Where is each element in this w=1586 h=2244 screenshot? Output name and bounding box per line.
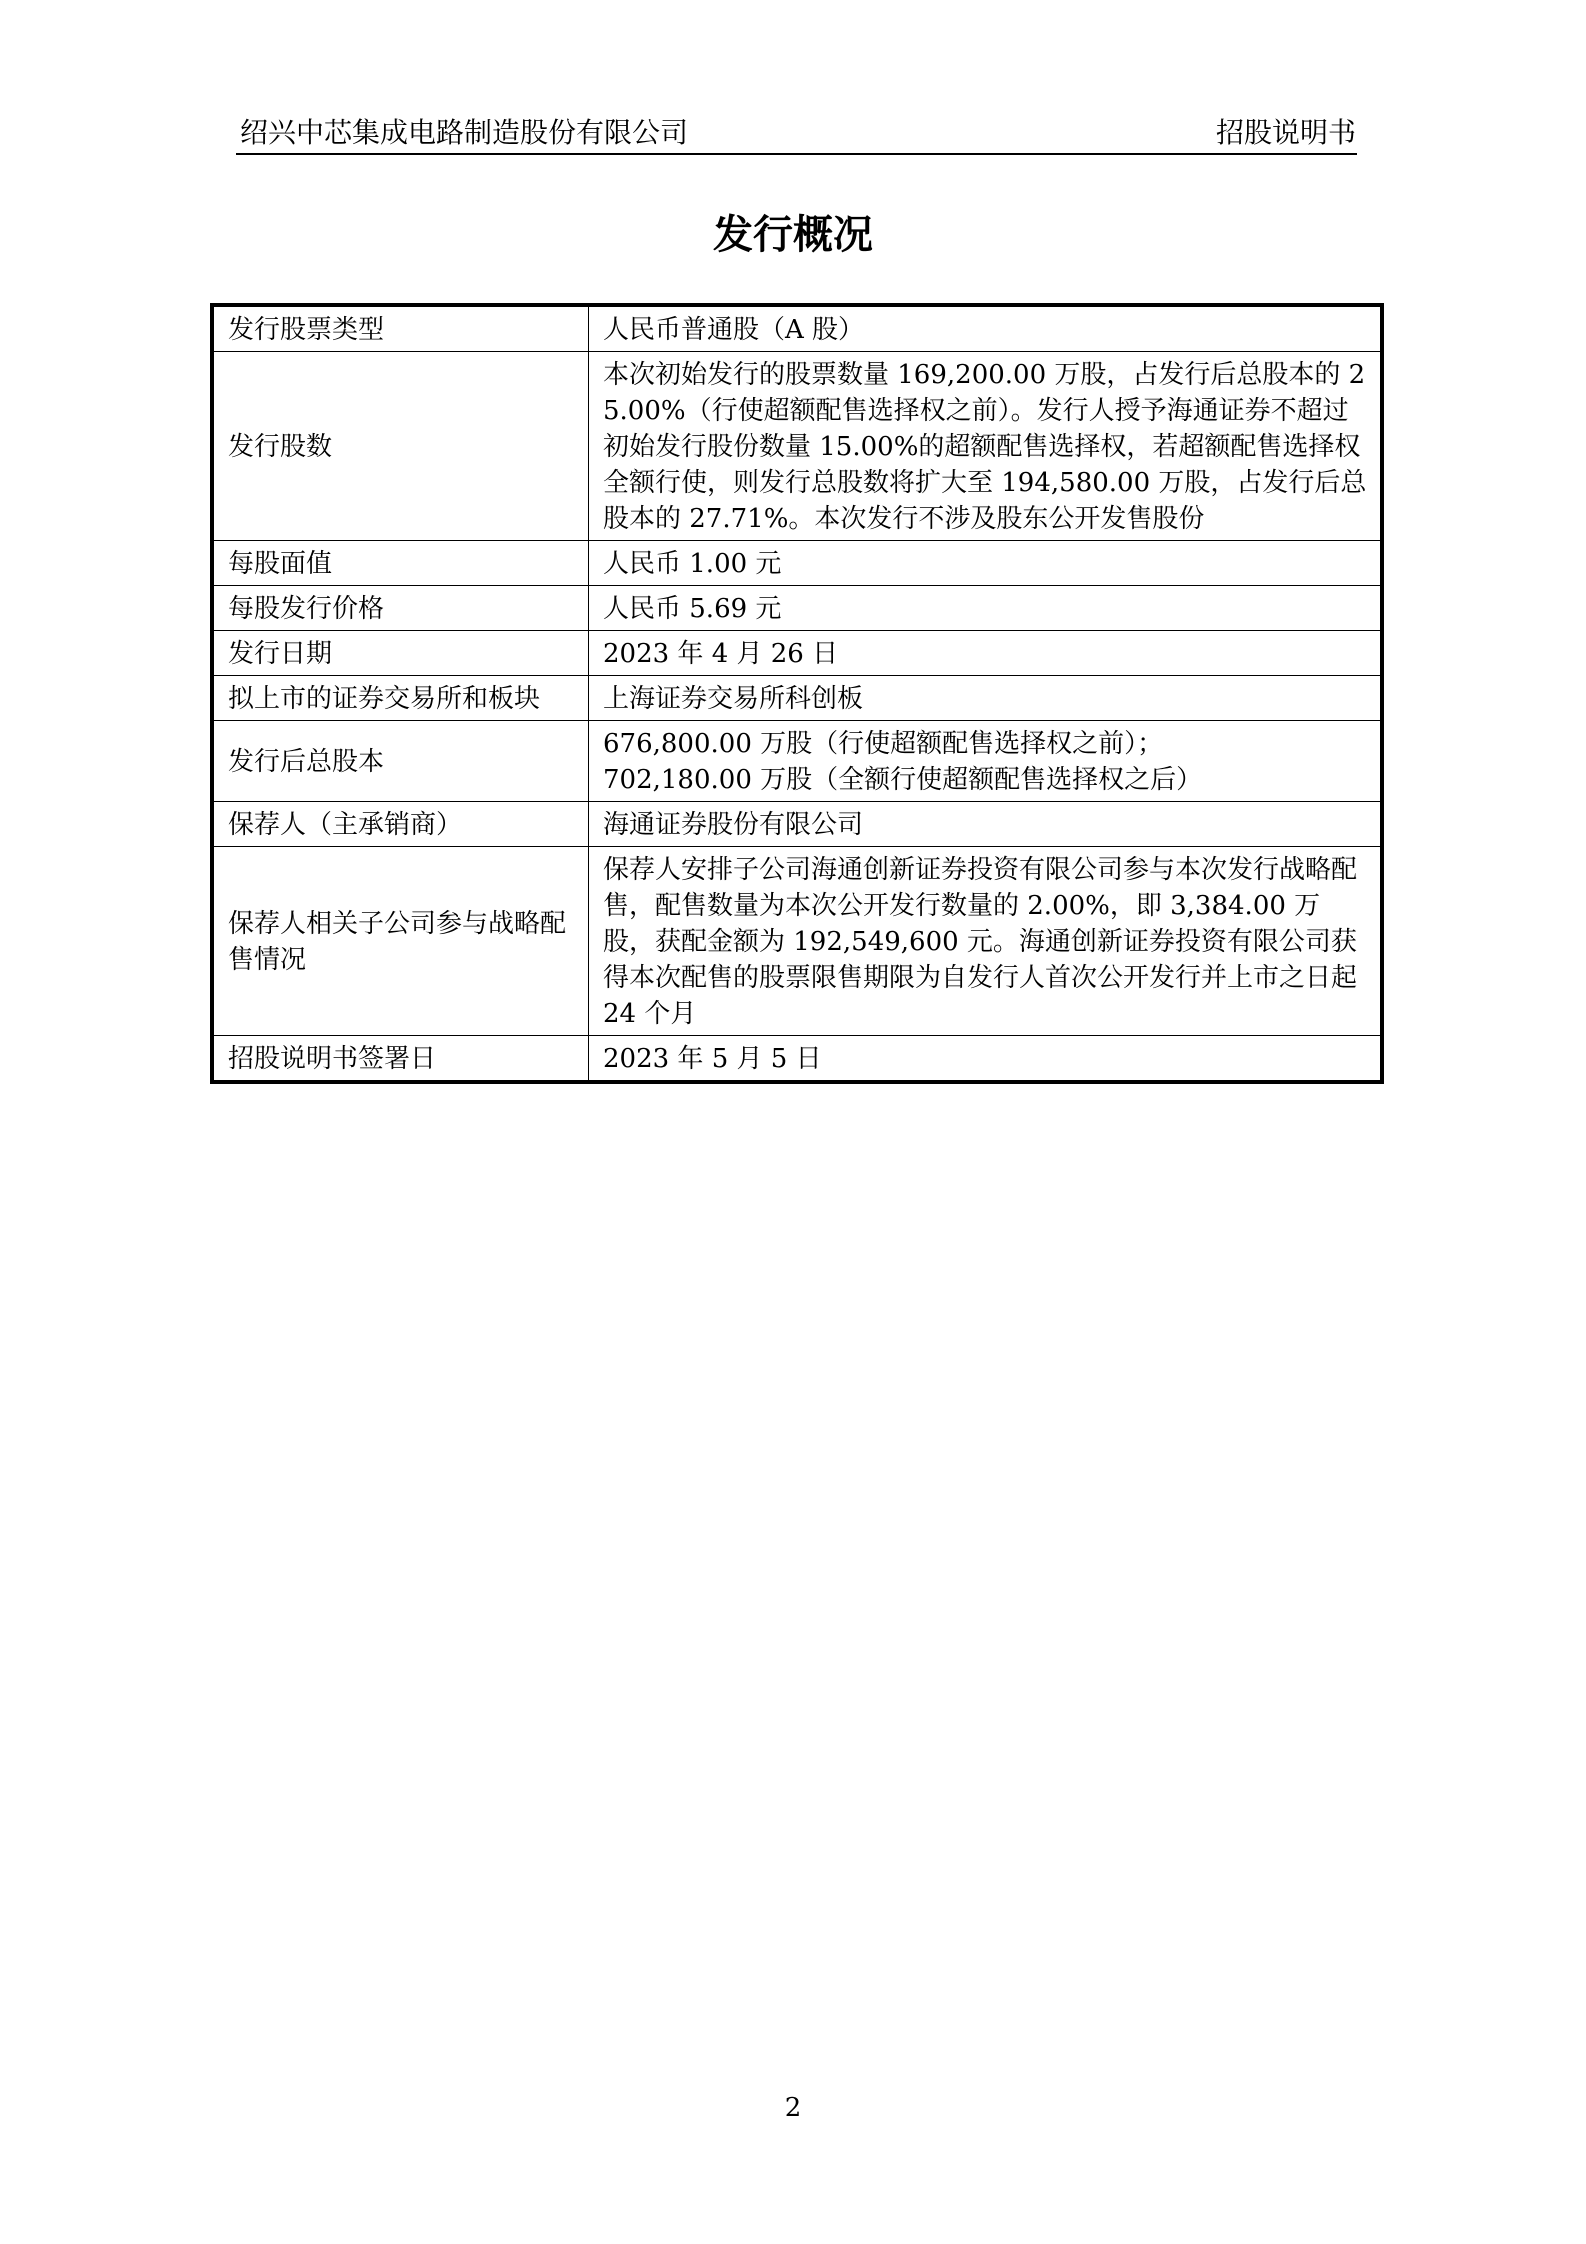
row-label: 保荐人相关子公司参与战略配售情况 (212, 847, 589, 1036)
table-row-issue-date (212, 631, 1382, 676)
table-row-shares-issued (212, 352, 1382, 541)
row-value: 2023 年 5 月 5 日 (589, 1036, 1383, 1083)
table-row-exchange-board (212, 676, 1382, 721)
row-value: 人民币 5.69 元 (589, 586, 1383, 631)
table-row-strategic-placement (212, 847, 1382, 1036)
row-value (589, 721, 1383, 802)
row-label: 拟上市的证券交易所和板块 (212, 676, 589, 721)
row-label: 发行股票类型 (212, 305, 589, 352)
page-number: 2 (784, 2093, 802, 2123)
offering-overview-table (210, 303, 1384, 1084)
table-row-total-share-capital (212, 721, 1382, 802)
table-row-signing-date (212, 1036, 1382, 1083)
total-capital-after-option: 702,180.00 万股（全额行使超额配售选择权之后） (603, 765, 1203, 795)
table-row-issue-price (212, 586, 1382, 631)
row-value: 人民币 1.00 元 (589, 541, 1383, 586)
table-row-stock-type (212, 305, 1382, 352)
header-divider (236, 153, 1357, 155)
header-document-type: 招股说明书 (1215, 116, 1356, 149)
row-value: 2023 年 4 月 26 日 (589, 631, 1383, 676)
row-label: 发行股数 (212, 352, 589, 541)
row-label: 招股说明书签署日 (212, 1036, 589, 1083)
row-label: 每股发行价格 (212, 586, 589, 631)
table-row-par-value (212, 541, 1382, 586)
row-value: 本次初始发行的股票数量 169,200.00 万股，占发行后总股本的 25.00%（行使超额配售选择权之前）。发行人授予海通证券不超过初始发行股份数量 15.00%的超额配售选择权，若超额配售选择权全额行使，则发行总股数将扩大至 194,580.00 万股，占发行后总股本的 27.71%。本次发行不涉及股东公开发售股份 (589, 352, 1383, 541)
row-value: 上海证券交易所科创板 (589, 676, 1383, 721)
row-label: 发行后总股本 (212, 721, 589, 802)
page-title: 发行概况 (713, 212, 873, 258)
row-label: 发行日期 (212, 631, 589, 676)
total-capital-before-option: 676,800.00 万股（行使超额配售选择权之前）； (603, 729, 1164, 759)
row-value: 海通证券股份有限公司 (589, 802, 1383, 847)
row-value: 人民币普通股（A 股） (589, 305, 1383, 352)
header-company-name: 绍兴中芯集成电路制造股份有限公司 (240, 116, 689, 149)
table-row-sponsor (212, 802, 1382, 847)
row-label: 保荐人（主承销商） (212, 802, 589, 847)
row-value: 保荐人安排子公司海通创新证券投资有限公司参与本次发行战略配售，配售数量为本次公开发行数量的 2.00%，即 3,384.00 万股，获配金额为 192,549,600 元。海通创新证券投资有限公司获得本次配售的股票限售期限为自发行人首次公开发行并上市之日起 24 个月 (589, 847, 1383, 1036)
row-label: 每股面值 (212, 541, 589, 586)
